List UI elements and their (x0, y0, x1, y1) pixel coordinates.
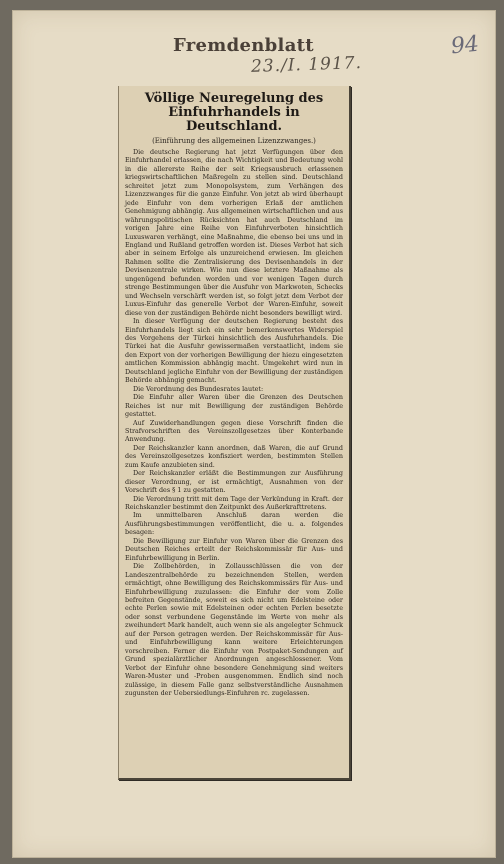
newspaper-masthead: Fremdenblatt (173, 35, 314, 56)
article-paragraph: Die Einfuhr aller Waren über die Grenzen des Deutschen Reiches ist nur mit Bewilligung der zuständigen Behörde gestattet. (125, 393, 343, 419)
article-paragraph: Die Bewilligung zur Einfuhr von Waren über die Grenzen des Deutschen Reiches erteilt der Reichskommissär für Aus- und Einfuhrbewilligung in Berlin. (125, 536, 343, 562)
article-paragraph: Der Reichskanzler kann anordnen, daß Waren, die auf Grund des Vereinszollgesetzes konfisziert werden, bestimmten Stellen zum Kaufe anzubieten sind. (125, 443, 343, 469)
article-paragraph: Auf Zuwiderhandlungen gegen diese Vorschrift finden die Strafvorschriften des Vereinszollgesetzes über Konterbande Anwendung. (125, 418, 343, 444)
article-body (119, 148, 349, 697)
article-paragraph: Die Verordnung tritt mit dem Tage der Verkündung in Kraft. der Reichskanzler bestimmt den Zeitpunkt des Außerkrafttretens. (125, 494, 343, 512)
article-subtitle: (Einführung des allgemeinen Lizenzzwanges.) (152, 137, 316, 145)
article-paragraph: In dieser Verfügung der deutschen Regierung besteht des Einfuhrhandels liegt sich ein sehr bemerkenswertes Widerspiel des Vorgehens der Türkei hinsichtlich des Ausfuhrhandels. Die Türkei hat die Ausfuhr gewissermaßen verstaatlicht, indem sie den Export von der vorherigen Bewilligung der hiezu eingesetzten amtlichen Kommission abhängig macht. Umgekehrt wird nun in Deutschland jegliche Einfuhr von der Bewilligung der zuständigen Behörde abhängig gemacht. (125, 317, 343, 385)
article-paragraph: Im unmittelbaren Anschluß daran werden die Ausführungsbestimmungen veröffentlicht, die u. a. folgendes besagen: (125, 511, 343, 537)
article-paragraph: Die Zollbehörden, in Zollausschlüssen die von der Landeszentralbehörde zu bezeichnenden Stellen, werden ermächtigt, ohne Bewilligung des Reichskommissärs für Aus- und Einfuhrbewilligung zuzulassen: die Einfuhr der vom Zolle befreiten Gegenstände, soweit es sich nicht um Edelsteine oder echte Perlen sowie mit Edelsteinen oder echten Perlen besetzte oder sonst verbundene Gegenstände im Werte von mehr als zweihundert Mark handelt, auch wenn sie als angelegter Schmuck auf der Person getragen werden. Der Reichskommissär für Aus- und Einfuhrbewilligung kann weitere Erleichterungen vorschreiben. Ferner die Einfuhr von Postpaket-Sendungen auf Grund spezialärztlicher Anordnungen angeschlossener. Vom Verbot der Einfuhr ohne besondere Genehmigung sind weiters Waren-Muster und -Proben ausgenommen. Endlich sind noch zulässige, in diesem Falle ganz selbstverständliche Ausnahmen zugunsten der Uebersiedlungs-Einfuhren rc. zugelassen. (125, 562, 343, 697)
newspaper-clipping (118, 86, 351, 780)
article-paragraph: Die Verordnung des Bundesrates lautet: (133, 384, 264, 393)
handwritten-page-number: 94 (449, 31, 481, 60)
handwritten-date: 23./I. 1917. (250, 53, 363, 77)
article-title: Völlige Neuregelung des Einfuhrhandels in Deutschland. (144, 91, 324, 134)
article-paragraph: Der Reichskanzler erläßt die Bestimmungen zur Ausführung dieser Verordnung, er ist ermächtigt, Ausnahmen von der Vorschrift des § 1 zu gestatten. (125, 469, 343, 495)
article-paragraph: Die deutsche Regierung hat jetzt Verfügungen über den Einfuhrhandel erlassen, die nach Wichtigkeit und Bedeutung wohl in die allererste Reihe der seit Kriegsausbruch erlassenen kriegswirtschaftlichen Maßregeln zu stellen sind. Deutschland schreitet jetzt zum Monopolsystem, zum Verhängen des Lizenzzwanges für die ganze Einfuhr. Von jetzt ab wird überhaupt jede Einfuhr von dem vorherigen Erlaß der amtlichen Genehmigung abhängig. Aus allgemeinen wirtschaftlichen und aus währungspolitischen Rücksichten hat auch Deutschland im vorigen Jahre eine Reihe von Einfuhrverboten hinsichtlich Luxuswaren verhängt, eine Maßnahme, die ebenso bei uns und in England und Rußland getroffen worden ist. Dieses Verbot hat sich aber in seinem Erfolge als unzureichend erwiesen. Im gleichen Rahmen sollte die Zentralisierung des Devisenhandels in der Devisenzentrale wirken. Wie nun diese letztere Maßnahme als ungenügend befunden worden und vor wenigen Tagen durch strenge Bestimmungen über die Ausfuhr von Markwoten, Schecks und Wechseln verschärft werden ist, so folgt jetzt dem Verbot der Luxus-Einfuhr das generelle Verbot der Waren-Einfuhr, soweit diese von der zuständigen Behörde nicht besonders bewilligt wird. (125, 148, 343, 317)
